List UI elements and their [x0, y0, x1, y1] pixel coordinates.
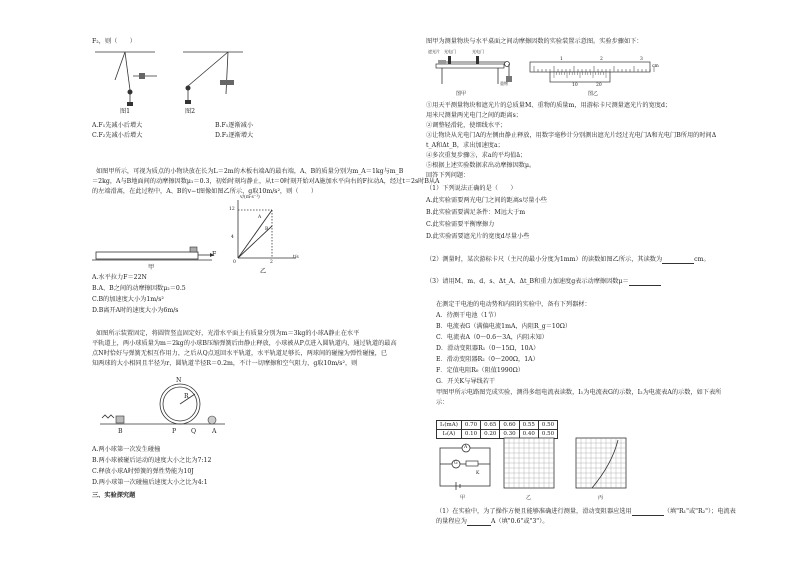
sub-question-1: （1）下列说法正确的是（ ） [426, 185, 517, 192]
table-cell: I₁(mA) [437, 421, 462, 430]
sub-question-3: （3）请用M、m、d、s、Δt_A、Δt_B和重力加速度g表示动摩擦因数μ＝ [426, 278, 661, 286]
equip-e: E．滑动变阻器R₂（0～200Ω，1A） [436, 356, 539, 363]
option-d2: D.B离开A时的速度大小为6m/s [92, 307, 179, 314]
option-d3: D.两小球第一次碰撞后速度大小之比为4:1 [92, 479, 208, 486]
figure-2-diagram [168, 50, 248, 110]
vernier-num-1: 1 [560, 57, 563, 62]
table-cell: 0.60 [500, 421, 519, 430]
answer-blank-2[interactable] [662, 257, 694, 264]
table-cell: 0.20 [481, 430, 500, 439]
option-b1: B.F₁逐渐减小 [215, 122, 254, 129]
step-1: ①用天平测量物块和遮光片的总质量M、重物的质量m，用游标卡尺测量遮光片的宽度d； [426, 102, 672, 109]
fig-jia-label: 图甲 [456, 91, 467, 97]
label-q: Q [191, 428, 197, 435]
graph-x0: 0 [233, 260, 236, 265]
q3-line4: 知两球的大小相同且半径为r，圆轨道半径R＝0.2m，不计一切摩擦和空气阻力，g取10m/s²，则 [92, 360, 358, 367]
q2-line1: 如图甲所示，可视为质点的小物块放在长为L＝2m的木板右端A的最右端，A、B的质量分别为m_A＝1kg与m_B [96, 168, 404, 175]
label-p: P [172, 428, 177, 435]
vernier-unit: cm [652, 64, 659, 69]
option-a2: A.水平拉力F＝22N [92, 274, 147, 281]
label-a: A [212, 428, 217, 435]
equip-a: A．待测干电池（1节） [436, 312, 501, 319]
table-row [437, 421, 558, 430]
figure-jia-label: 甲 [148, 264, 155, 271]
answer-intro: 回答下列问题： [426, 172, 470, 179]
table-cell: 0.65 [481, 421, 500, 430]
table-cell: 0.50 [538, 430, 557, 439]
equip-g: G．开关K与导线若干 [436, 378, 496, 385]
step-4: ④多次重复步骤③，求a的平均值ā； [426, 152, 527, 159]
q3-line3: 点N时恰好与弹簧无相互作用力，之后从Q点返回水平轨道，水平轨道足够长，两球间的碰撞为弹性碰撞，已 [92, 350, 388, 357]
figure-yi-label: 乙 [260, 268, 267, 275]
q3-line1: 如图所示装置固定，将圆管竖直固定好，光滑水平面上有质量分别为m＝3kg的小球A静止在水平 [96, 330, 360, 337]
equip-c: C．电流表A（0～0.6～3A，内阻未知） [436, 334, 548, 341]
option-d1: D.F₂逐渐增大 [215, 132, 254, 139]
label-n: N [176, 377, 182, 384]
figure-2-label: 图2 [185, 108, 196, 115]
option-b2: B.A、B之间的动摩擦因数μ₂＝0.5 [92, 285, 186, 292]
option-c3: C.释放小球A时弹簧的弹性势能为10J [92, 468, 194, 475]
option-a3: A.两小球第一次发生碰撞 [92, 446, 161, 453]
fig-jia2-label: 甲 [460, 495, 466, 501]
sub-question-2: （2）测量时，某次游标卡尺（主尺的最小分度为1mm）的读数如图乙所示，其读数为 cm。 [426, 256, 710, 263]
table-cell: 0.70 [461, 421, 480, 430]
board-block-diagram [92, 238, 222, 268]
graph-y12: 12 [229, 207, 235, 212]
circuit-k-label: K [476, 471, 480, 476]
label-b: B [118, 428, 123, 435]
graph-xlabel: t/s [293, 255, 299, 260]
exp1-intro: 图甲为测量物块与水平桌面之间动摩擦因数的实验装置示意图。实验步骤如下： [426, 38, 643, 45]
vernier-20: 20 [596, 83, 602, 88]
q2-line2: ＝2kg，A与B地面间的动摩擦因数μ₁＝0.3，初始时刻均静止，从t＝0时刻开始对A施加水平向右的F拉动A，经过t＝2s时B从A [92, 178, 440, 185]
option-c2: C.B的加速度大小为1m/s² [92, 296, 164, 303]
vernier-10: 10 [572, 83, 578, 88]
device-label-3: 光电门 [472, 49, 484, 54]
figure-1-diagram [95, 50, 165, 110]
exp2-line2: 示： [436, 399, 449, 406]
sub1-option-b: B.此实验需要满足条件：M远大于m [426, 209, 526, 216]
table-cell: 0.50 [538, 421, 557, 430]
series-a-label: A [258, 215, 262, 220]
table-cell: 0.55 [519, 421, 538, 430]
table-cell: 0.30 [500, 430, 519, 439]
answer-blank-3[interactable] [629, 279, 661, 286]
fig-yi2-label: 乙 [526, 495, 532, 501]
fig-yi-label: 图乙 [588, 91, 599, 97]
section-3-heading: 三、实验探究题 [92, 492, 136, 499]
device-label-2: 光电门 [444, 49, 456, 54]
series-b-label: B [265, 227, 269, 232]
circuit-g-label: G [454, 461, 458, 466]
device-label-4: 重物 [500, 81, 508, 86]
fig-bing-label: 丙 [598, 495, 604, 501]
device-label-1: 遮光片 [428, 49, 440, 54]
last-question-line1: （1）在实验中，为了操作方便且能够准确进行测量，滑动变阻器应选用 （填"R₁"或"R₂"）；电流表 [436, 508, 736, 515]
sub1-option-c: C.此实验需要平衡摩擦力 [426, 221, 495, 228]
table-cell: I₂(A) [437, 430, 462, 439]
figure-1-label: 图1 [120, 108, 131, 115]
exp2-line1: 甲图甲所示电路图完成实验，测得多组电流表读数，I₁为电流表G的示数，I₂为电流表A的示数，如下表所 [436, 389, 722, 396]
equip-f: F．定值电阻R₀（阻值1990Ω） [436, 367, 524, 374]
table-cell: 0.40 [519, 430, 538, 439]
force-label: F [212, 251, 217, 258]
right-column [400, 0, 794, 562]
graph-ylabel: v/(m·s⁻¹) [240, 195, 260, 200]
answer-blank-4[interactable] [632, 509, 664, 516]
grid-plot-bing [572, 434, 632, 492]
sub1-option-d: D.此实验需要遮光片的宽度d尽量小些 [426, 233, 530, 240]
label-r: R [184, 393, 189, 400]
circuit-a-label: A [464, 445, 468, 450]
question-tail: F₂，则（ ） [92, 38, 136, 45]
graph-y4: 4 [231, 235, 234, 240]
q2-line3: 的左端滑离，在此过程中，A、B的v−t图像如图乙所示，g取10m/s²，则（ ） [92, 188, 318, 195]
step-3: ③让物块从光电门A的左侧由静止释放，用数字毫秒计分别测出遮光片经过光电门A和光电门B所用的时间Δ [426, 132, 717, 139]
option-b3: B.两小球被碰后运动的速度大小之比为7:12 [92, 457, 212, 464]
step-1b: 用米尺测量两光电门之间的距离s； [426, 112, 522, 119]
sub1-option-a: A.此实验需要两光电门之间的距离s尽量小些 [426, 197, 547, 204]
exp2-intro: 在测定干电池的电动势和内阻的实验中，备有下列器材： [436, 301, 591, 308]
grid-plot-yi [500, 434, 558, 492]
option-a1: A.F₁先减小后增大 [92, 122, 143, 129]
vernier-num-2: 2 [600, 57, 603, 62]
graph-x2: 2 [270, 260, 273, 265]
step-5: ⑤根据上述实验数据求出动摩擦因数μ。 [426, 162, 536, 169]
table-cell: 0.10 [461, 430, 480, 439]
step-2: ②调整轻滑轮，使细线水平； [426, 122, 507, 129]
series-a-line [238, 210, 272, 258]
equip-b: B．电流表G（满偏电流1mA，内阻R_g＝10Ω） [436, 323, 572, 330]
vernier-num-3: 3 [640, 57, 643, 62]
last-question-line2: 的量程应为 A（填"0.6"或"3"）。 [436, 518, 549, 525]
equip-d: D．滑动变阻器R₁（0～15Ω，10A） [436, 345, 540, 352]
answer-blank-5[interactable] [467, 519, 491, 526]
option-c1: C.F₂先减小后增大 [92, 132, 143, 139]
step-3b: t_A和Δt_B，求出加速度a； [426, 142, 504, 149]
q3-line2: 平轨道上，两小球质量为m＝2kg的小球B压缩弹簧后由静止释放，小球被从P点进入圆轨道内，通过轨道的最高 [92, 340, 397, 347]
